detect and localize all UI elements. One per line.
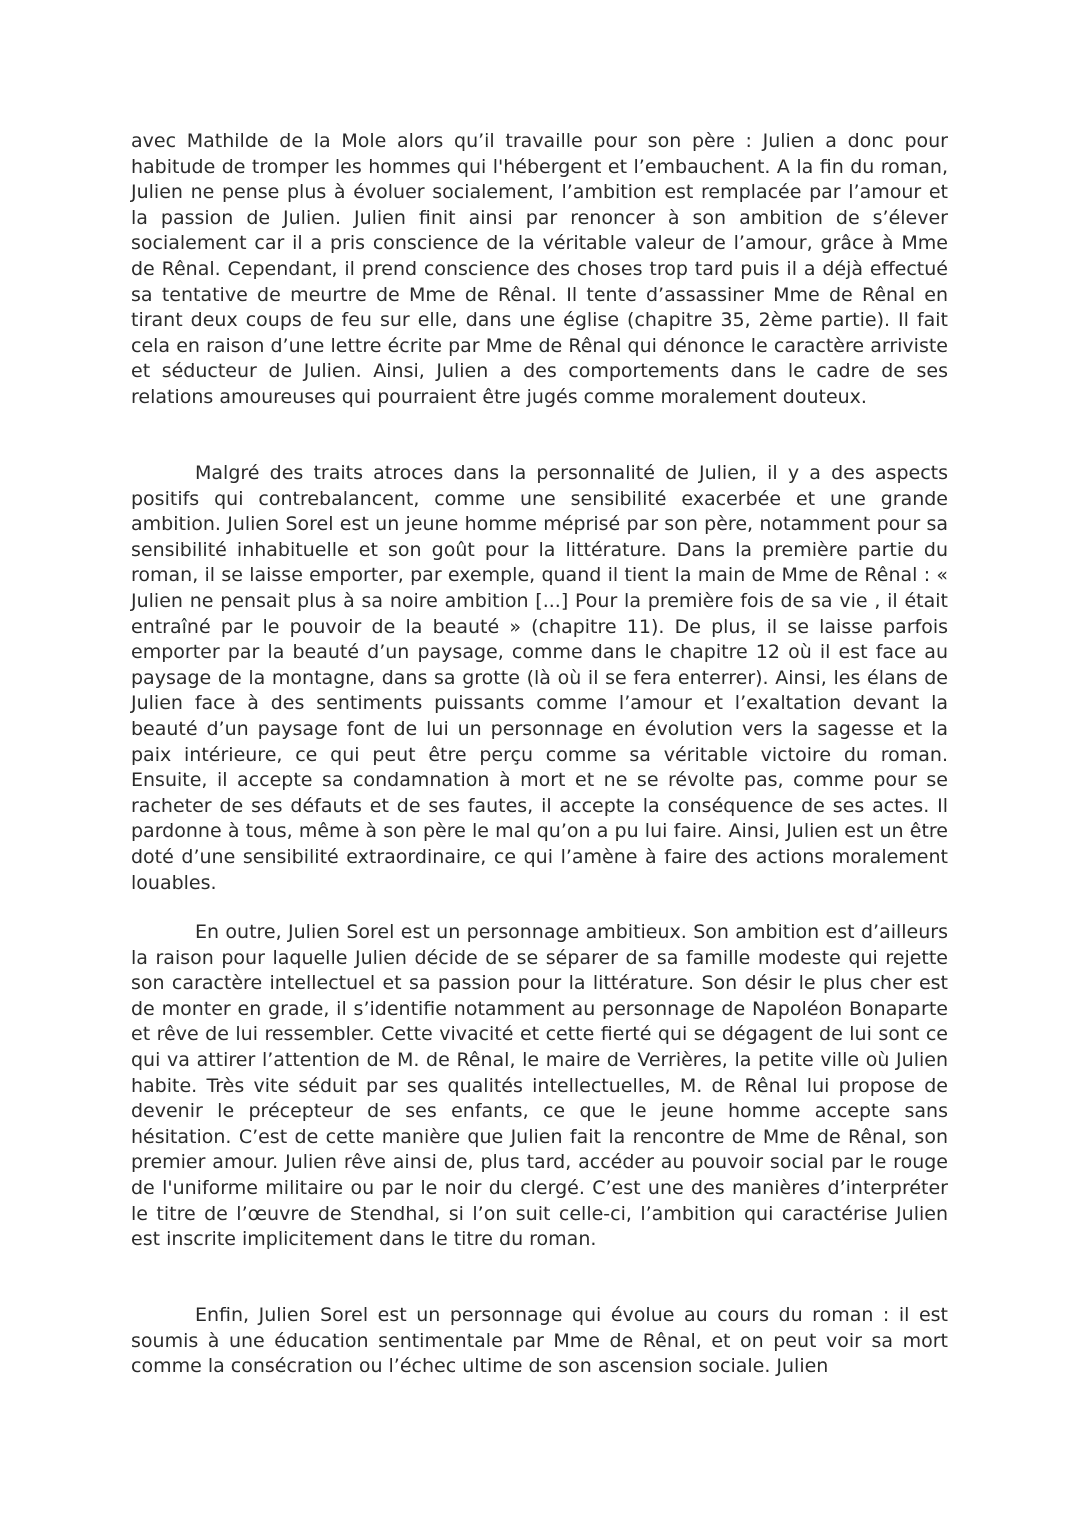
paragraph-evolution: Enfin, Julien Sorel est un personnage qui évolue au cours du roman : il est soumis à une éducation sentimentale par Mme de Rênal, et on peut voir sa mort comme la consécration ou l’échec ultime de son ascension sociale. Julien [131,1304,948,1378]
paragraph-ambition: En outre, Julien Sorel est un personnage ambitieux. Son ambition est d’ailleurs la raison pour laquelle Julien décide de se séparer de sa famille modeste qui rejette son caractère intellectuel et sa passion pour la littérature. Son désir le plus cher est de monter en grade, il s’identifie notamment au personnage de Napoléon Bonaparte et rêve de lui ressembler. Cette vivacité et cette fierté qui se dégagent de lui sont ce qui va attirer l’attention de M. de Rênal, le maire de Verrières, la petite ville où Julien habite. Très vite séduit par ses qualités intellectuelles, M. de Rênal lui propose de devenir le précepteur de ses enfants, ce que le jeune homme accepte sans hésitation. C’est de cette manière que Julien fait la rencontre de Mme de Rênal, son premier amour. Julien rêve ainsi de, plus tard, accéder au pouvoir social par le rouge de l'uniforme militaire ou par le noir du clergé. C’est une des manières d’interpréter le titre de l’œuvre de Stendhal, si l’on suit celle-ci, l’ambition qui caractérise Julien est inscrite implicitement dans le titre du roman. [131,921,948,1251]
paragraph-sensibility: Malgré des traits atroces dans la personnalité de Julien, il y a des aspects positifs qui contrebalancent, comme une sensibilité exacerbée et une grande ambition. Julien Sorel est un jeune homme méprisé par son père, notamment pour sa sensibilité inhabituelle et son goût pour la littérature. Dans la première partie du roman, il se laisse emporter, par exemple, quand il tient la main de Mme de Rênal : « Julien ne pensait plus à sa noire ambition [...] Pour la première fois de sa vie , il était entraîné par le pouvoir de la beauté » (chapitre 11). De plus, il se laisse parfois emporter par la beauté d’un paysage, comme dans le chapitre 12 où il est face au paysage de la montagne, dans sa grotte (là où il se fera enterrer). Ainsi, les élans de Julien face à des sentiments puissants comme l’amour et l’exaltation devant la beauté d’un paysage font de lui un personnage en évolution vers la sagesse et la paix intérieure, ce qui peut être perçu comme sa véritable victoire du roman. Ensuite, il accepte sa condamnation à mort et ne se révolte pas, comme pour se racheter de ses défauts et de ses fautes, il accepte la conséquence de ses actes. Il pardonne à tous, même à son père le mal qu’on a pu lui faire. Ainsi, Julien est un être doté d’une sensibilité extraordinaire, ce qui l’amène à faire des actions moralement louables. [131,462,948,894]
paragraph-continuation: avec Mathilde de la Mole alors qu’il travaille pour son père : Julien a donc pour habitude de tromper les hommes qui l'hébergent et l’embauchent. A la fin du roman, Julien ne pense plus à évoluer socialement, l’ambition est remplacée par l’amour et la passion de Julien. Julien finit ainsi par renoncer à son ambition de s’élever socialement car il a pris conscience de la véritable valeur de l’amour, grâce à Mme de Rênal. Cependant, il prend conscience des choses trop tard puis il a déjà effectué sa tentative de meurtre de Mme de Rênal. Il tente d’assassiner Mme de Rênal en tirant deux coups de feu sur elle, dans une église (chapitre 35, 2ème partie). Il fait cela en raison d’une lettre écrite par Mme de Rênal qui dénonce le caractère arriviste et séducteur de Julien. Ainsi, Julien a des comportements dans le cadre de ses relations amoureuses qui pourraient être jugés comme moralement douteux. [131,130,948,408]
